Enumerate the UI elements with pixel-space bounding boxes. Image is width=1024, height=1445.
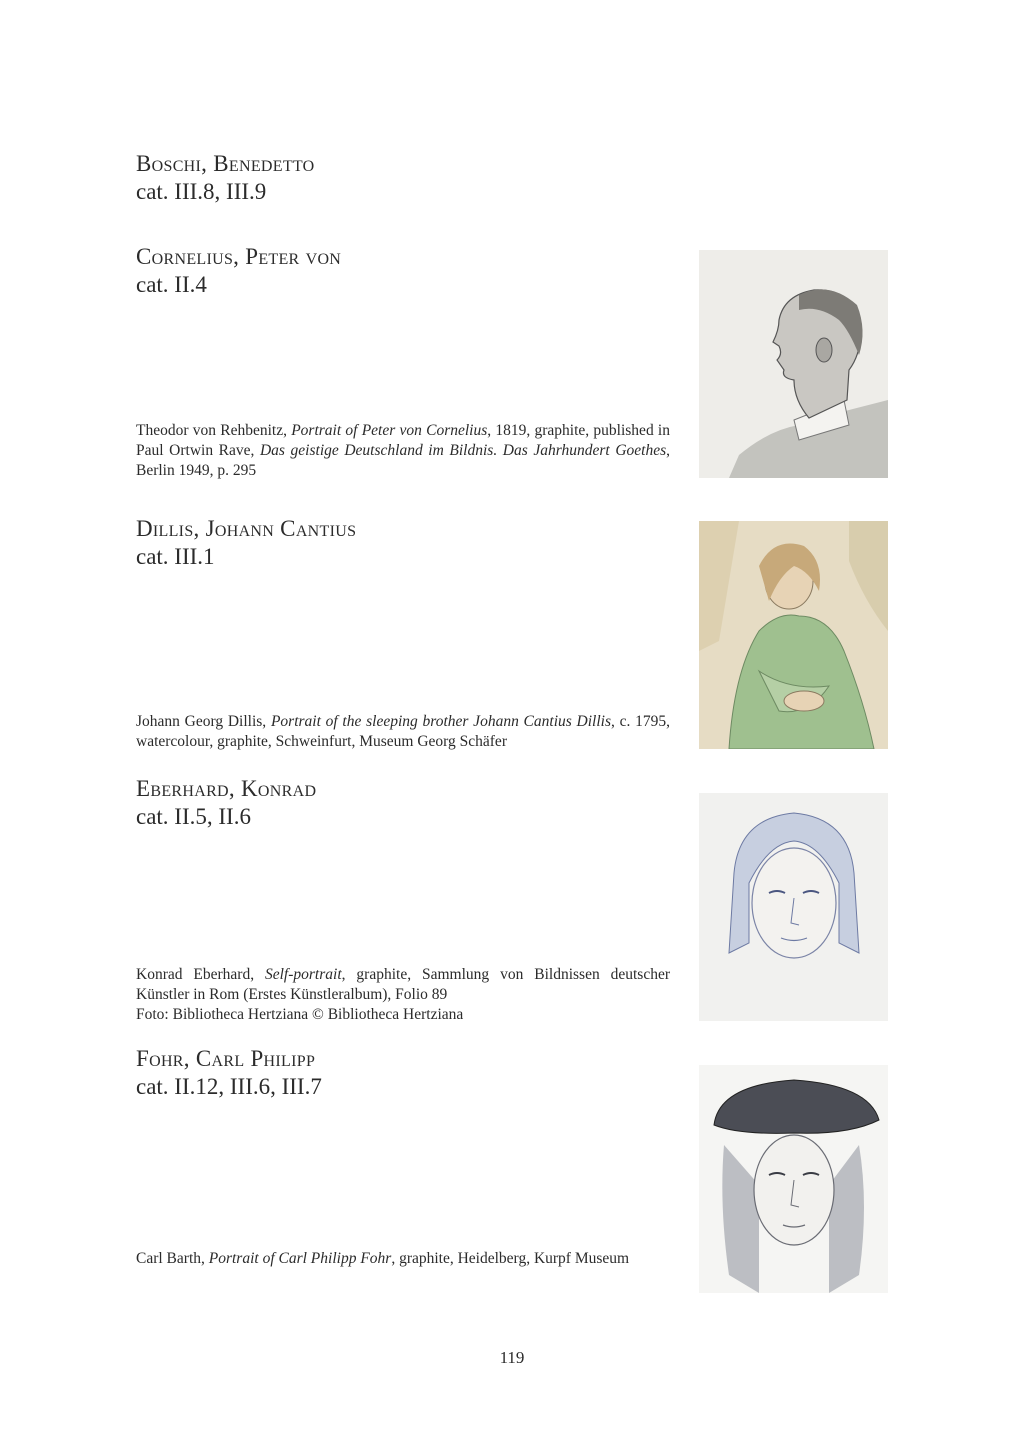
artwork-title: Self-portrait	[265, 966, 342, 983]
image-caption-dillis: Johann Georg Dillis, Portrait of the sleeping brother Johann Cantius Dillis, c. 1795, watercolour, graphite, Schweinfurt, Museum Georg Schäfer	[136, 713, 670, 750]
artist-name: Dillis, Johann Cantius	[136, 516, 357, 541]
index-entry-cornelius	[136, 243, 341, 299]
artwork-title: Portrait of the sleeping brother Johann Cantius Dillis	[270, 713, 611, 730]
portrait-cornelius-image	[699, 250, 888, 478]
portrait-dillis-image	[699, 521, 888, 749]
artist-name: Fohr, Carl Philipp	[136, 1046, 316, 1071]
catalogue-reference: cat. III.8, III.9	[136, 179, 267, 204]
image-caption-eberhard: Konrad Eberhard, Self-portrait, graphite, Sammlung von Bildnissen deutscher Künstler in Rom (Erstes Künstleralbum), Folio 89 Foto: Bibliotheca Hertziana © Bibliotheca Hertziana	[136, 966, 670, 1023]
catalogue-reference: cat. II.5, II.6	[136, 804, 251, 829]
index-entry-boschi	[136, 150, 315, 206]
image-caption-cornelius: Theodor von Rehbenitz, Portrait of Peter von Cornelius, 1819, graphite, published in Paul Ortwin Rave, Das geistige Deutschland im Bildnis. Das Jahrhundert Goethes, Berlin 1949, p. 295	[136, 422, 670, 479]
page-number: 119	[499, 1348, 525, 1367]
index-entry-fohr	[136, 1045, 322, 1101]
catalogue-reference: cat. II.4	[136, 272, 207, 297]
catalogue-reference: cat. II.12, III.6, III.7	[136, 1074, 322, 1099]
photo-credit: Foto: Bibliotheca Hertziana © Bibliotheca Hertziana	[136, 1006, 464, 1023]
index-entry-eberhard	[136, 775, 316, 831]
artwork-title: Portrait of Peter von Cornelius	[291, 422, 488, 439]
image-caption-fohr: Carl Barth, Portrait of Carl Philipp Fohr, graphite, Heidelberg, Kurpf Museum	[136, 1250, 630, 1267]
portrait-fohr-image	[699, 1065, 888, 1293]
artist-name: Cornelius, Peter von	[136, 244, 342, 269]
index-entry-dillis	[136, 515, 356, 571]
artist-name: Boschi, Benedetto	[136, 151, 315, 176]
artwork-title: Portrait of Carl Philipp Fohr	[208, 1250, 392, 1267]
artist-name: Eberhard, Konrad	[136, 776, 317, 801]
book-title: Das geistige Deutschland im Bildnis. Das Jahrhundert Goethes	[259, 442, 667, 459]
portrait-eberhard-image	[699, 793, 888, 1021]
catalogue-reference: cat. III.1	[136, 544, 215, 569]
